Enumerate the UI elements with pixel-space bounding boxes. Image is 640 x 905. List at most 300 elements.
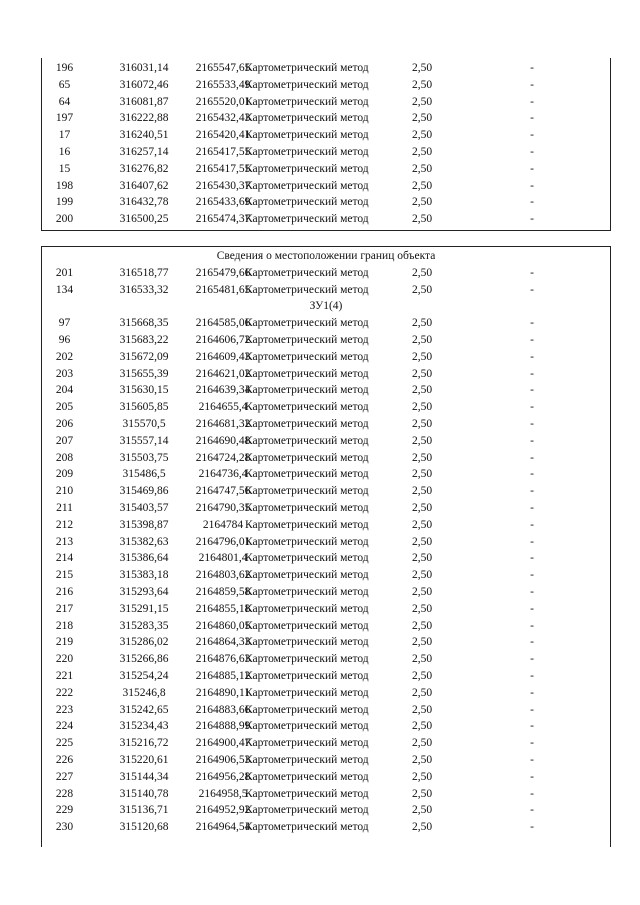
table-row xyxy=(42,178,610,195)
table-row xyxy=(42,315,610,332)
description-cell: - xyxy=(530,804,534,817)
description-cell: - xyxy=(530,112,534,125)
x-coordinate-cell: 316500,25 xyxy=(119,213,169,226)
table-row xyxy=(42,399,610,416)
x-coordinate-cell: 315266,86 xyxy=(119,653,169,666)
table-row xyxy=(42,211,610,228)
table-row xyxy=(42,144,610,161)
y-coordinate-cell: 2164655,4 xyxy=(198,401,248,414)
point-number-cell: 219 xyxy=(55,636,74,649)
accuracy-cell: 2,50 xyxy=(411,518,433,531)
table-row xyxy=(42,567,610,584)
accuracy-cell: 2,50 xyxy=(411,804,433,817)
x-coordinate-cell: 315144,34 xyxy=(119,770,169,783)
point-number-cell: 200 xyxy=(55,213,74,226)
x-coordinate-cell: 315655,39 xyxy=(119,367,169,380)
table-row xyxy=(42,769,610,786)
x-coordinate-cell: 316407,62 xyxy=(119,179,169,192)
method-cell: Картометрический метод xyxy=(245,586,369,598)
section-title: Сведения о местоположении границ объекта xyxy=(216,250,436,262)
point-number-cell: 213 xyxy=(55,535,74,548)
y-coordinate-cell: 2164639,34 xyxy=(195,384,251,397)
description-cell: - xyxy=(530,821,534,834)
x-coordinate-cell: 315469,86 xyxy=(119,485,169,498)
y-coordinate-cell: 2164956,28 xyxy=(195,770,251,783)
method-cell: Картометрический метод xyxy=(245,78,369,91)
description-cell: - xyxy=(530,418,534,430)
method-cell: Картометрический метод xyxy=(245,535,369,548)
method-cell: Картометрический метод xyxy=(245,619,369,632)
table-row xyxy=(42,349,610,366)
point-number-cell: 204 xyxy=(55,384,74,397)
description-cell: - xyxy=(530,196,534,209)
description-cell: - xyxy=(530,636,534,649)
point-number-cell: 206 xyxy=(55,418,74,430)
description-cell: - xyxy=(530,502,534,514)
description-cell: - xyxy=(530,179,534,192)
y-coordinate-cell: 2164906,53 xyxy=(195,754,251,766)
y-coordinate-cell: 2164855,18 xyxy=(195,602,251,615)
description-cell: - xyxy=(530,283,534,296)
y-coordinate-cell: 2165420,41 xyxy=(195,129,251,142)
x-coordinate-cell: 316257,14 xyxy=(119,146,169,158)
description-cell: - xyxy=(530,213,534,226)
x-coordinate-cell: 315120,68 xyxy=(119,821,169,834)
point-number-cell: 225 xyxy=(55,737,74,750)
description-cell: - xyxy=(530,434,534,447)
table-row xyxy=(42,332,610,349)
y-coordinate-cell: 2165479,66 xyxy=(195,266,251,279)
point-number-cell: 227 xyxy=(55,770,74,783)
point-number-cell: 218 xyxy=(55,619,74,632)
x-coordinate-cell: 316432,78 xyxy=(119,196,169,209)
y-coordinate-cell: 2165481,65 xyxy=(195,283,251,296)
point-number-cell: 209 xyxy=(55,468,74,481)
x-coordinate-cell: 315136,71 xyxy=(119,804,169,817)
method-cell: Картометрический метод xyxy=(245,112,369,125)
method-cell: Картометрический метод xyxy=(245,129,369,142)
point-number-cell: 211 xyxy=(56,502,73,514)
y-coordinate-cell: 2164885,12 xyxy=(195,670,251,682)
y-coordinate-cell: 2164803,62 xyxy=(195,569,251,582)
table-row xyxy=(42,265,610,282)
description-cell: - xyxy=(530,401,534,414)
description-cell: - xyxy=(530,485,534,498)
description-cell: - xyxy=(530,569,534,582)
y-coordinate-cell: 2164790,35 xyxy=(195,502,251,514)
table-row xyxy=(42,601,610,618)
point-number-cell: 17 xyxy=(58,129,71,142)
x-coordinate-cell: 315140,78 xyxy=(119,787,169,800)
description-cell: - xyxy=(530,334,534,346)
accuracy-cell: 2,50 xyxy=(411,737,433,750)
method-cell: Картометрический метод xyxy=(245,162,369,175)
x-coordinate-cell: 315386,64 xyxy=(119,552,169,565)
method-cell: Картометрический метод xyxy=(245,434,369,447)
table-row xyxy=(42,77,610,94)
point-number-cell: 65 xyxy=(58,78,71,91)
description-cell: - xyxy=(530,720,534,733)
description-cell: - xyxy=(530,670,534,682)
x-coordinate-cell: 316222,88 xyxy=(119,112,169,125)
accuracy-cell: 2,50 xyxy=(411,703,433,716)
table-row xyxy=(42,416,610,433)
x-coordinate-cell: 316031,14 xyxy=(119,62,169,74)
accuracy-cell: 2,50 xyxy=(411,686,433,699)
table-row xyxy=(42,634,610,651)
description-cell: - xyxy=(530,653,534,666)
x-coordinate-cell: 315570,5 xyxy=(122,418,166,430)
y-coordinate-cell: 2164681,32 xyxy=(195,418,251,430)
x-coordinate-cell: 315668,35 xyxy=(119,317,169,330)
y-coordinate-cell: 2164621,02 xyxy=(195,367,251,380)
accuracy-cell: 2,50 xyxy=(411,770,433,783)
y-coordinate-cell: 2165520,01 xyxy=(195,95,251,108)
x-coordinate-cell: 315283,35 xyxy=(119,619,169,632)
y-coordinate-cell: 2164876,63 xyxy=(195,653,251,666)
description-cell: - xyxy=(530,754,534,766)
point-number-cell: 16 xyxy=(58,146,71,158)
y-coordinate-cell: 2165417,55 xyxy=(195,162,251,175)
y-coordinate-cell: 2164736,4 xyxy=(198,468,248,481)
description-cell: - xyxy=(530,737,534,750)
table-row xyxy=(42,718,610,735)
point-number-cell: 220 xyxy=(55,653,74,666)
method-cell: Картометрический метод xyxy=(245,754,369,766)
description-cell: - xyxy=(530,162,534,175)
y-coordinate-cell: 2164958,5 xyxy=(198,787,248,800)
method-cell: Картометрический метод xyxy=(245,670,369,682)
y-coordinate-cell: 2164900,47 xyxy=(195,737,251,750)
table-row xyxy=(42,194,610,211)
table-row xyxy=(42,618,610,635)
description-cell: - xyxy=(530,317,534,330)
description-cell: - xyxy=(530,619,534,632)
accuracy-cell: 2,50 xyxy=(411,62,433,74)
table-row xyxy=(42,517,610,534)
accuracy-cell: 2,50 xyxy=(411,636,433,649)
method-cell: Картометрический метод xyxy=(245,367,369,380)
accuracy-cell: 2,50 xyxy=(411,283,433,296)
method-cell: Картометрический метод xyxy=(245,213,369,226)
y-coordinate-cell: 2165432,43 xyxy=(195,112,251,125)
x-coordinate-cell: 315234,43 xyxy=(119,720,169,733)
point-number-cell: 15 xyxy=(58,162,71,175)
description-cell: - xyxy=(530,384,534,397)
table-row xyxy=(42,819,610,836)
y-coordinate-cell: 2164890,11 xyxy=(195,686,251,699)
accuracy-cell: 2,50 xyxy=(411,179,433,192)
y-coordinate-cell: 2164888,99 xyxy=(195,720,251,733)
method-cell: Картометрический метод xyxy=(245,317,369,330)
method-cell: Картометрический метод xyxy=(245,804,369,817)
method-cell: Картометрический метод xyxy=(245,502,369,514)
method-cell: Картометрический метод xyxy=(245,821,369,834)
point-number-cell: 202 xyxy=(55,350,74,363)
x-coordinate-cell: 316518,77 xyxy=(119,266,169,279)
point-number-cell: 210 xyxy=(55,485,74,498)
point-number-cell: 217 xyxy=(55,602,74,615)
method-cell: Картометрический метод xyxy=(245,770,369,783)
point-number-cell: 96 xyxy=(58,334,71,346)
table-row xyxy=(42,60,610,77)
table-row xyxy=(42,433,610,450)
description-cell: - xyxy=(530,78,534,91)
accuracy-cell: 2,50 xyxy=(411,468,433,481)
accuracy-cell: 2,50 xyxy=(411,367,433,380)
x-coordinate-cell: 315683,22 xyxy=(119,334,169,346)
table-row xyxy=(42,668,610,685)
table-row xyxy=(42,110,610,127)
x-coordinate-cell: 316276,82 xyxy=(119,162,169,175)
method-cell: Картометрический метод xyxy=(245,686,369,699)
point-number-cell: 196 xyxy=(55,62,74,74)
y-coordinate-cell: 2164964,54 xyxy=(195,821,251,834)
point-number-cell: 64 xyxy=(58,95,71,108)
method-cell: Картометрический метод xyxy=(245,451,369,464)
accuracy-cell: 2,50 xyxy=(411,787,433,800)
point-number-cell: 212 xyxy=(55,518,74,531)
y-coordinate-cell: 2164860,05 xyxy=(195,619,251,632)
y-coordinate-cell: 2165474,37 xyxy=(195,213,251,226)
description-cell: - xyxy=(530,350,534,363)
accuracy-cell: 2,50 xyxy=(411,418,433,430)
table-row xyxy=(42,466,610,483)
method-cell: Картометрический метод xyxy=(245,518,369,531)
table-row xyxy=(42,382,610,399)
accuracy-cell: 2,50 xyxy=(411,434,433,447)
method-cell: Картометрический метод xyxy=(245,720,369,733)
table-row xyxy=(42,735,610,752)
method-cell: Картометрический метод xyxy=(245,266,369,279)
table-row xyxy=(42,702,610,719)
point-number-cell: 197 xyxy=(55,112,74,125)
table-row xyxy=(42,802,610,819)
accuracy-cell: 2,50 xyxy=(411,619,433,632)
accuracy-cell: 2,50 xyxy=(411,653,433,666)
description-cell: - xyxy=(530,586,534,598)
accuracy-cell: 2,50 xyxy=(411,552,433,565)
x-coordinate-cell: 316081,87 xyxy=(119,95,169,108)
description-cell: - xyxy=(530,602,534,615)
y-coordinate-cell: 2164606,72 xyxy=(195,334,251,346)
method-cell: Картометрический метод xyxy=(245,653,369,666)
x-coordinate-cell: 315383,18 xyxy=(119,569,169,582)
method-cell: Картометрический метод xyxy=(245,384,369,397)
description-cell: - xyxy=(530,518,534,531)
description-cell: - xyxy=(530,146,534,158)
y-coordinate-cell: 2164952,92 xyxy=(195,804,251,817)
y-coordinate-cell: 2164796,01 xyxy=(195,535,251,548)
x-coordinate-cell: 315486,5 xyxy=(122,468,166,481)
x-coordinate-cell: 315291,15 xyxy=(119,602,169,615)
method-cell: Картометрический метод xyxy=(245,196,369,209)
table-row xyxy=(42,584,610,601)
accuracy-cell: 2,50 xyxy=(411,317,433,330)
point-number-cell: 215 xyxy=(55,569,74,582)
point-number-cell: 201 xyxy=(55,266,74,279)
x-coordinate-cell: 315216,72 xyxy=(119,737,169,750)
accuracy-cell: 2,50 xyxy=(411,162,433,175)
y-coordinate-cell: 2164784 xyxy=(202,518,244,531)
x-coordinate-cell: 316072,46 xyxy=(119,78,169,91)
method-cell: Картометрический метод xyxy=(245,569,369,582)
y-coordinate-cell: 2164724,28 xyxy=(195,451,251,464)
accuracy-cell: 2,50 xyxy=(411,95,433,108)
method-cell: Картометрический метод xyxy=(245,737,369,750)
y-coordinate-cell: 2164883,66 xyxy=(195,703,251,716)
table-row xyxy=(42,534,610,551)
description-cell: - xyxy=(530,787,534,800)
method-cell: Картометрический метод xyxy=(245,485,369,498)
method-cell: Картометрический метод xyxy=(245,468,369,481)
description-cell: - xyxy=(530,95,534,108)
description-cell: - xyxy=(530,703,534,716)
accuracy-cell: 2,50 xyxy=(411,334,433,346)
accuracy-cell: 2,50 xyxy=(411,754,433,766)
table-row xyxy=(42,550,610,567)
description-cell: - xyxy=(530,686,534,699)
accuracy-cell: 2,50 xyxy=(411,112,433,125)
x-coordinate-cell: 315293,64 xyxy=(119,586,169,598)
table-row xyxy=(42,282,610,299)
point-number-cell: 229 xyxy=(55,804,74,817)
description-cell: - xyxy=(530,367,534,380)
point-number-cell: 228 xyxy=(55,787,74,800)
x-coordinate-cell: 315246,8 xyxy=(122,686,166,699)
x-coordinate-cell: 315557,14 xyxy=(119,434,169,447)
x-coordinate-cell: 315382,63 xyxy=(119,535,169,548)
x-coordinate-cell: 315605,85 xyxy=(119,401,169,414)
x-coordinate-cell: 316533,32 xyxy=(119,283,169,296)
table-row xyxy=(42,685,610,702)
accuracy-cell: 2,50 xyxy=(411,502,433,514)
accuracy-cell: 2,50 xyxy=(411,586,433,598)
accuracy-cell: 2,50 xyxy=(411,821,433,834)
point-number-cell: 226 xyxy=(55,754,74,766)
point-number-cell: 222 xyxy=(55,686,74,699)
accuracy-cell: 2,50 xyxy=(411,451,433,464)
description-cell: - xyxy=(530,552,534,565)
method-cell: Картометрический метод xyxy=(245,283,369,296)
accuracy-cell: 2,50 xyxy=(411,78,433,91)
table-row xyxy=(42,786,610,803)
accuracy-cell: 2,50 xyxy=(411,401,433,414)
table-row xyxy=(42,127,610,144)
accuracy-cell: 2,50 xyxy=(411,384,433,397)
accuracy-cell: 2,50 xyxy=(411,670,433,682)
x-coordinate-cell: 315672,09 xyxy=(119,350,169,363)
point-number-cell: 214 xyxy=(55,552,74,565)
method-cell: Картометрический метод xyxy=(245,179,369,192)
point-number-cell: 205 xyxy=(55,401,74,414)
description-cell: - xyxy=(530,129,534,142)
accuracy-cell: 2,50 xyxy=(411,602,433,615)
y-coordinate-cell: 2164585,06 xyxy=(195,317,251,330)
method-cell: Картометрический метод xyxy=(245,146,369,158)
method-cell: Картометрический метод xyxy=(245,787,369,800)
point-number-cell: 97 xyxy=(58,317,71,330)
method-cell: Картометрический метод xyxy=(245,350,369,363)
x-coordinate-cell: 315254,24 xyxy=(119,670,169,682)
table-row xyxy=(42,94,610,111)
accuracy-cell: 2,50 xyxy=(411,266,433,279)
point-number-cell: 208 xyxy=(55,451,74,464)
x-coordinate-cell: 315220,61 xyxy=(119,754,169,766)
y-coordinate-cell: 2164801,4 xyxy=(198,552,248,565)
description-cell: - xyxy=(530,266,534,279)
table-row xyxy=(42,161,610,178)
accuracy-cell: 2,50 xyxy=(411,213,433,226)
point-number-cell: 221 xyxy=(55,670,74,682)
x-coordinate-cell: 315286,02 xyxy=(119,636,169,649)
description-cell: - xyxy=(530,468,534,481)
description-cell: - xyxy=(530,770,534,783)
accuracy-cell: 2,50 xyxy=(411,535,433,548)
coordinates-table-section-2 xyxy=(41,246,611,847)
x-coordinate-cell: 316240,51 xyxy=(119,129,169,142)
point-number-cell: 230 xyxy=(55,821,74,834)
description-cell: - xyxy=(530,62,534,74)
y-coordinate-cell: 2164859,58 xyxy=(195,586,251,598)
point-number-cell: 134 xyxy=(55,283,74,296)
accuracy-cell: 2,50 xyxy=(411,129,433,142)
accuracy-cell: 2,50 xyxy=(411,146,433,158)
method-cell: Картометрический метод xyxy=(245,602,369,615)
y-coordinate-cell: 2164609,43 xyxy=(195,350,251,363)
accuracy-cell: 2,50 xyxy=(411,485,433,498)
table-row xyxy=(42,752,610,769)
point-number-cell: 207 xyxy=(55,434,74,447)
point-number-cell: 203 xyxy=(55,367,74,380)
accuracy-cell: 2,50 xyxy=(411,350,433,363)
x-coordinate-cell: 315630,15 xyxy=(119,384,169,397)
accuracy-cell: 2,50 xyxy=(411,569,433,582)
method-cell: Картометрический метод xyxy=(245,418,369,430)
description-cell: - xyxy=(530,535,534,548)
point-number-cell: 223 xyxy=(55,703,74,716)
table-row xyxy=(42,450,610,467)
coordinates-table-section-1 xyxy=(41,58,611,231)
table-row xyxy=(42,651,610,668)
method-cell: Картометрический метод xyxy=(245,552,369,565)
table-row xyxy=(42,483,610,500)
method-cell: Картометрический метод xyxy=(245,95,369,108)
y-coordinate-cell: 2165417,55 xyxy=(195,146,251,158)
y-coordinate-cell: 2165430,37 xyxy=(195,179,251,192)
point-number-cell: 198 xyxy=(55,179,74,192)
y-coordinate-cell: 2164690,48 xyxy=(195,434,251,447)
x-coordinate-cell: 315398,87 xyxy=(119,518,169,531)
subsection-label: ЗУ1(4) xyxy=(309,300,343,313)
method-cell: Картометрический метод xyxy=(245,703,369,716)
table-row xyxy=(42,366,610,383)
x-coordinate-cell: 315503,75 xyxy=(119,451,169,464)
x-coordinate-cell: 315403,57 xyxy=(119,502,169,514)
table-row xyxy=(42,500,610,517)
point-number-cell: 216 xyxy=(55,586,74,598)
accuracy-cell: 2,50 xyxy=(411,196,433,209)
method-cell: Картометрический метод xyxy=(245,401,369,414)
y-coordinate-cell: 2164864,33 xyxy=(195,636,251,649)
y-coordinate-cell: 2165533,49 xyxy=(195,78,251,91)
method-cell: Картометрический метод xyxy=(245,334,369,346)
y-coordinate-cell: 2165547,65 xyxy=(195,62,251,74)
method-cell: Картометрический метод xyxy=(245,62,369,74)
accuracy-cell: 2,50 xyxy=(411,720,433,733)
point-number-cell: 199 xyxy=(55,196,74,209)
method-cell: Картометрический метод xyxy=(245,636,369,649)
